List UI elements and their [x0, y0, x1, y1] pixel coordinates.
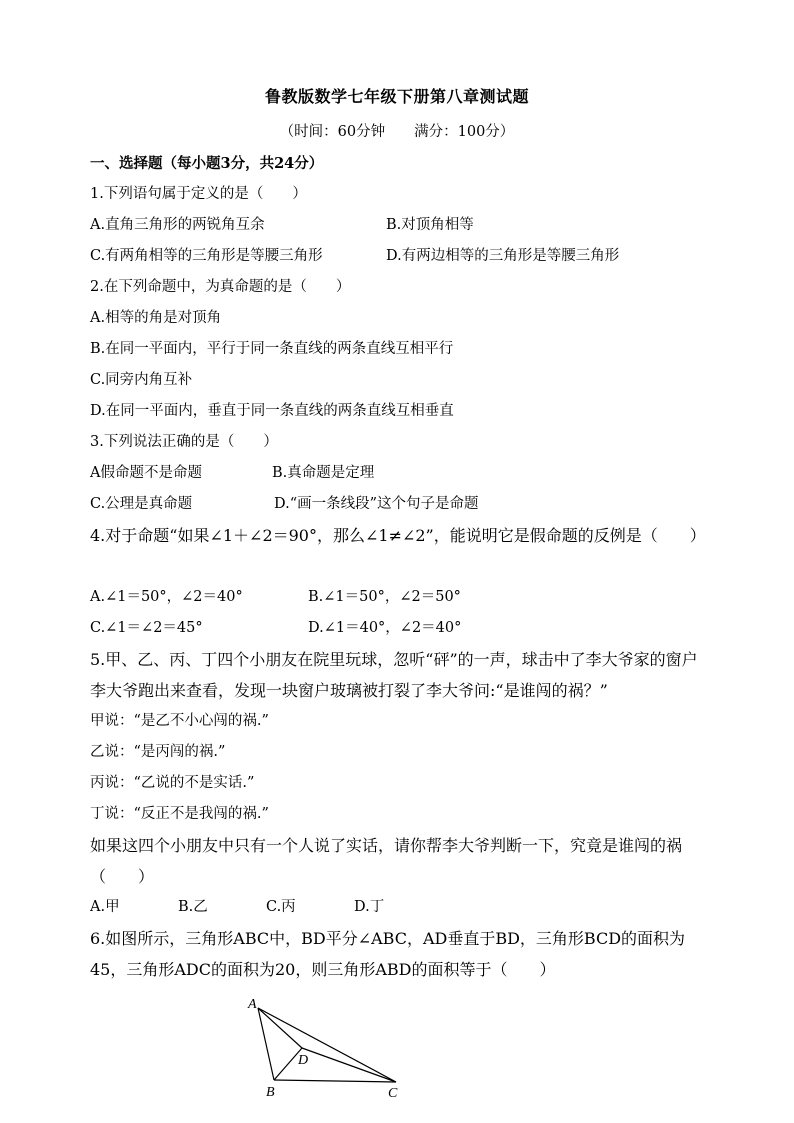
q4-option-c: C.∠1＝∠2＝45° [90, 620, 203, 636]
triangle-figure [246, 994, 416, 1104]
question-1-stem: 1.下列语句属于定义的是（ ） [90, 186, 307, 202]
q4-option-a: A.∠1＝50°，∠2＝40° [90, 589, 243, 605]
q5-option-b: B.乙 [178, 899, 208, 915]
label-c: C [388, 1086, 398, 1101]
q3-option-a: A假命题不是命题 [90, 465, 202, 481]
q5-option-c: C.丙 [266, 899, 296, 915]
segment-ab [258, 1008, 274, 1080]
question-4-options-cd [90, 613, 710, 644]
segment-bc [274, 1080, 396, 1082]
question-1-options-cd [90, 241, 710, 272]
label-a: A [248, 997, 257, 1012]
question-1-options-ab [90, 210, 710, 241]
q4-option-d: D.∠1＝40°，∠2＝40° [308, 620, 462, 636]
question-4-stem: 4.对于命题“如果∠1＋∠2＝90°，那么∠1≠∠2”，能说明它是假命题的反例是（ ） [90, 526, 706, 545]
section-heading: 一、选择题（每小题3分，共24分） [90, 155, 324, 172]
q4-option-b: B.∠1＝50°，∠2＝50° [308, 589, 461, 605]
question-3-options-cd [90, 489, 710, 520]
question-4-options-ab [90, 582, 710, 613]
q1-option-a: A.直角三角形的两锐角互余 [90, 217, 265, 233]
q5-statement-yi: 乙说：“是丙闯的祸.” [90, 744, 226, 760]
segment-ac [258, 1008, 396, 1082]
q5-statement-jia: 甲说：“是乙不小心闯的祸.” [90, 713, 269, 729]
q3-option-c: C.公理是真命题 [90, 496, 193, 512]
q1-option-d: D.有两边相等的三角形是等腰三角形 [386, 248, 620, 264]
q2-option-d: D.在同一平面内，垂直于同一条直线的两条直线互相垂直 [90, 403, 454, 419]
question-5-stem: 5.甲、乙、丙、丁四个小朋友在院里玩球，忽听“砰”的一声，球击中了李大爷家的窗户李大爷跑出来查看，发现一块窗户玻璃被打裂了李大爷问:“是谁闯的祸？” [90, 650, 698, 700]
page-title: 鲁教版数学七年级下册第八章测试题 [264, 87, 529, 106]
question-3-options-ab [90, 458, 710, 489]
q3-option-d: D.“画一条线段”这个句子是命题 [274, 496, 479, 512]
q1-option-b: B.对顶角相等 [386, 217, 474, 233]
question-5-ask: 如果这四个小朋友中只有一个人说了实话，请你帮李大爷判断一下，究竟是谁闯的祸（ ） [90, 836, 683, 886]
q2-option-a: A.相等的角是对顶角 [90, 310, 222, 326]
question-5-options [90, 892, 710, 923]
q2-option-c: C.同旁内角互补 [90, 372, 193, 388]
question-6-stem: 6.如图所示，三角形ABC中，BD平分∠ABC，AD垂直于BD，三角形BCD的面积为45，三角形ADC的面积为20，则三角形ABD的面积等于（ ） [90, 929, 686, 979]
segment-dc [302, 1048, 396, 1082]
question-3-stem: 3.下列说法正确的是（ ） [90, 434, 278, 450]
exam-body [90, 148, 710, 985]
question-2-stem: 2.在下列命题中，为真命题的是（ ） [90, 279, 351, 295]
q1-option-c: C.有两角相等的三角形是等腰三角形 [90, 248, 323, 264]
q5-statement-bing: 丙说：“乙说的不是实话.” [90, 775, 255, 791]
label-d: D [298, 1053, 309, 1068]
q5-statement-ding: 丁说：“反正不是我闯的祸.” [90, 806, 269, 822]
q5-option-d: D.丁 [354, 899, 385, 915]
q2-option-b: B.在同一平面内，平行于同一条直线的两条直线互相平行 [90, 341, 454, 357]
label-b: B [266, 1085, 275, 1100]
q3-option-b: B.真命题是定理 [272, 465, 375, 481]
exam-info: （时间：60分钟 满分：100分） [279, 124, 515, 140]
q5-option-a: A.甲 [90, 899, 120, 915]
